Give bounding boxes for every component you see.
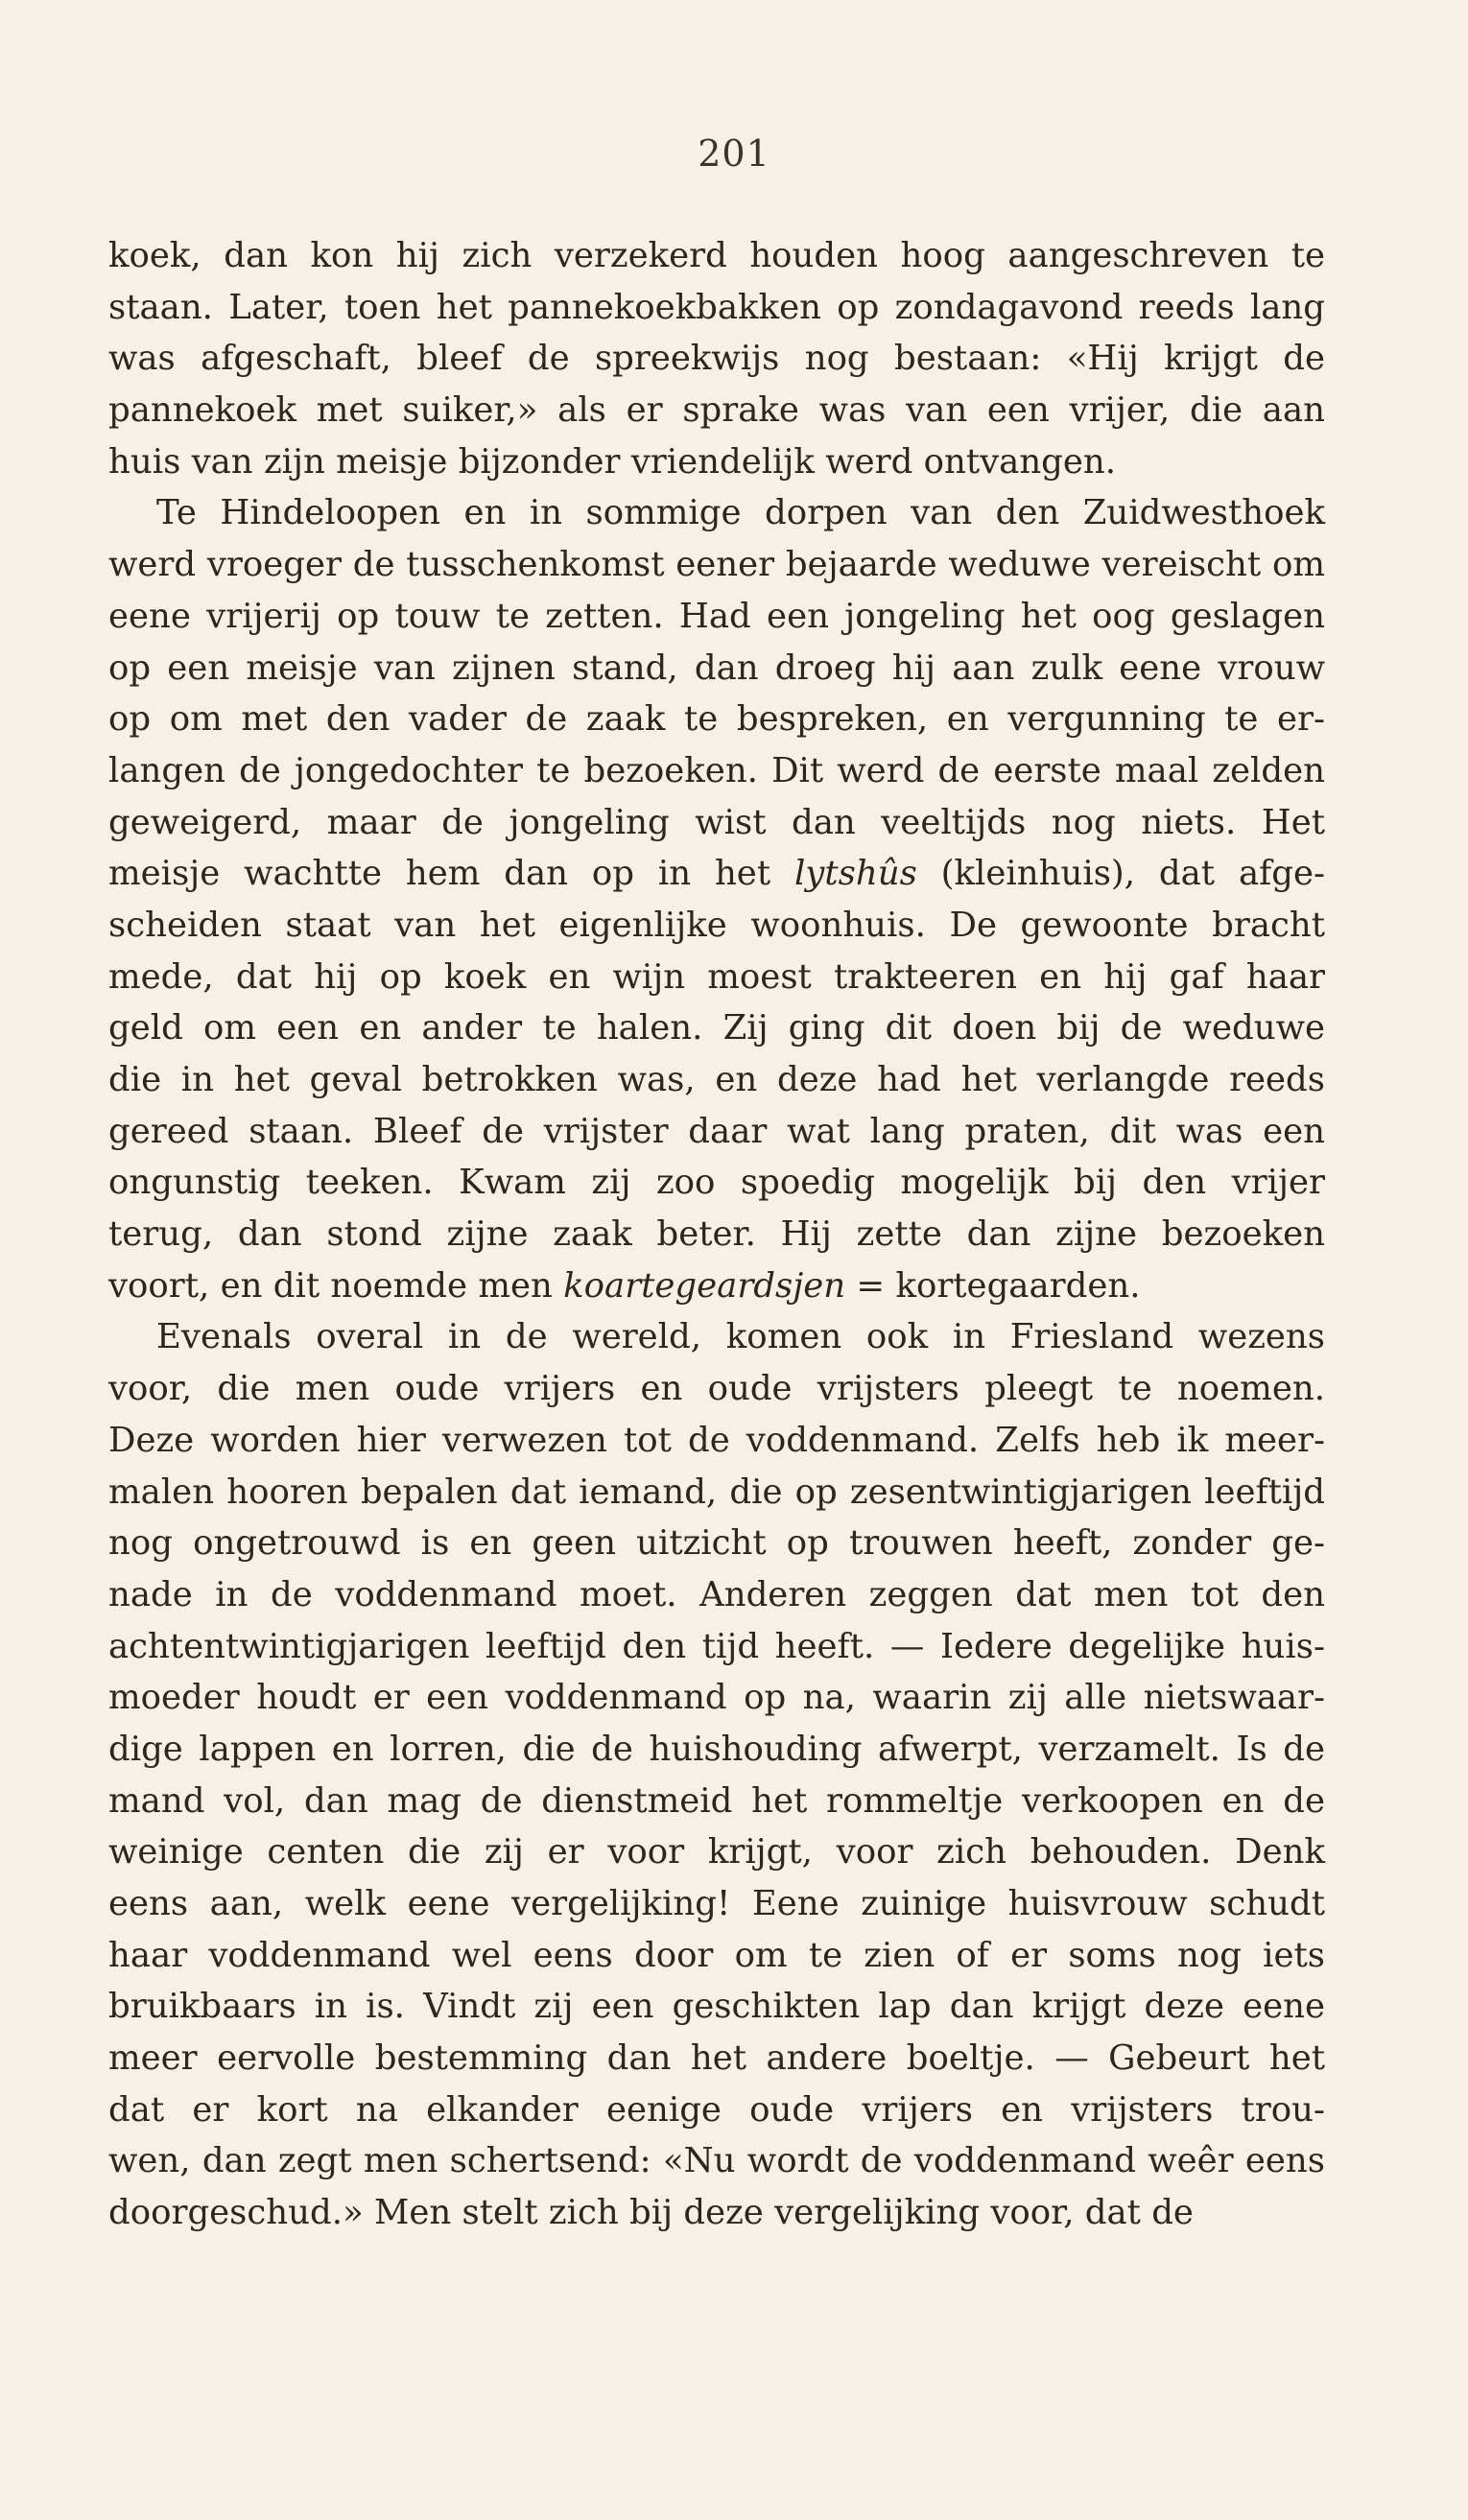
text-line — [108, 848, 1325, 900]
italic-term: koartegeardsjen — [563, 1265, 846, 1306]
text-segment: achtentwintigjarigen leeftijd den tijd heeft. — Iedere degelijke huis- — [108, 1626, 1325, 1666]
italic-term: lytshûs — [793, 854, 917, 894]
text-line — [108, 694, 1325, 745]
text-segment: die in het geval betrokken was, en deze had het verlangde reeds — [108, 1060, 1325, 1099]
text-line — [108, 1260, 1325, 1312]
text-segment: weinige centen die zij er voor krijgt, voor zich behouden. Denk — [108, 1832, 1325, 1872]
text-segment: (kleinhuis), dat afge- — [916, 854, 1325, 894]
text-line — [108, 1518, 1325, 1569]
text-segment: dige lappen en lorren, die de huishouding afwerpt, verzamelt. Is de — [108, 1729, 1325, 1769]
text-segment: moeder houdt er een voddenmand op na, waarin zij alle nietswaar- — [108, 1678, 1325, 1718]
text-segment: pannekoek met suiker,» als er sprake was van een vrijer, die aan — [108, 390, 1325, 431]
text-line — [108, 487, 1325, 539]
text-segment: staan. Later, toen het pannekoekbakken op zondagavond reeds lang — [108, 287, 1325, 327]
text-segment: wen, dan zegt men schertsend: «Nu wordt de voddenmand weêr eens — [108, 2141, 1325, 2181]
text-segment: langen de jongedochter te bezoeken. Dit werd de eerste maal zelden — [108, 750, 1325, 790]
text-segment: Evenals overal in de wereld, komen ook in Friesland wezens — [156, 1317, 1325, 1357]
text-line — [108, 385, 1325, 436]
text-line — [108, 591, 1325, 643]
text-line — [108, 2135, 1325, 2187]
text-segment: ongunstig teeken. Kwam zij zoo spoedig mogelijk bij den vrijer — [108, 1163, 1325, 1203]
text-line — [108, 952, 1325, 1003]
text-line — [108, 1363, 1325, 1415]
text-segment: eens aan, welk eene vergelijking! Eene zuinige huisvrouw schudt — [108, 1884, 1325, 1923]
text-line — [108, 1621, 1325, 1673]
text-segment: nog ongetrouwd is en geen uitzicht op trouwen heeft, zonder ge- — [108, 1523, 1325, 1564]
text-segment: eene vrijerij op touw te zetten. Had een jongeling het oog geslagen — [108, 596, 1325, 636]
text-segment: werd vroeger de tusschenkomst eener bejaarde weduwe vereischt om — [108, 545, 1325, 585]
text-line — [108, 1054, 1325, 1106]
text-line — [108, 539, 1325, 591]
text-line — [108, 1157, 1325, 1209]
text-segment: nade in de voddenmand moet. Anderen zeggen dat men tot den — [108, 1574, 1325, 1614]
text-line — [108, 1002, 1325, 1054]
text-segment: op een meisje van zijnen stand, dan droeg hij aan zulk eene vrouw — [108, 648, 1325, 688]
page-number: 201 — [698, 132, 770, 175]
text-line — [108, 2033, 1325, 2084]
text-segment: Te Hindeloopen en in sommige dorpen van den Zuidwesthoek — [156, 493, 1325, 533]
text-segment: was afgeschaft, bleef de spreekwijs nog bestaan: «Hij krijgt de — [108, 339, 1325, 379]
text-line — [108, 1776, 1325, 1827]
text-line — [108, 1311, 1325, 1363]
text-line — [108, 1981, 1325, 2033]
text-segment: huis van zijn meisje bijzonder vriendelijk werd ontvangen. — [108, 441, 1117, 482]
text-segment: = kortegaarden. — [845, 1265, 1141, 1306]
text-segment: bruikbaars in is. Vindt zij een geschikten lap dan krijgt deze eene — [108, 1987, 1325, 2027]
text-line — [108, 2187, 1325, 2239]
text-segment: Deze worden hier verwezen tot de voddenmand. Zelfs heb ik meer- — [108, 1420, 1325, 1460]
text-line — [108, 1930, 1325, 1982]
text-segment: koek, dan kon hij zich verzekerd houden hoog aangeschreven te — [108, 236, 1325, 275]
text-line — [108, 436, 1325, 488]
text-segment: meer eervolle bestemming dan het andere boeltje. — Gebeurt het — [108, 2038, 1325, 2079]
text-line — [108, 1724, 1325, 1776]
text-line — [108, 230, 1325, 282]
text-segment: scheiden staat van het eigenlijke woonhuis. De gewoonte bracht — [108, 905, 1325, 945]
text-segment: terug, dan stond zijne zaak beter. Hij zette dan zijne bezoeken — [108, 1214, 1325, 1255]
text-segment: geld om een en ander te halen. Zij ging dit doen bij de weduwe — [108, 1008, 1325, 1048]
text-segment: malen hooren bepalen dat iemand, die op zesentwintigjarigen leeftijd — [108, 1472, 1325, 1512]
text-line — [108, 1106, 1325, 1158]
text-line — [108, 1467, 1325, 1519]
text-line — [108, 1878, 1325, 1930]
text-line — [108, 797, 1325, 849]
text-line — [108, 1826, 1325, 1878]
text-line — [108, 2084, 1325, 2136]
text-line — [108, 1209, 1325, 1260]
text-line — [108, 643, 1325, 695]
text-segment: voort, en dit noemde men — [108, 1265, 564, 1306]
text-line — [108, 1415, 1325, 1467]
text-segment: mand vol, dan mag de dienstmeid het rommeltje verkoopen en de — [108, 1780, 1325, 1821]
text-segment: mede, dat hij op koek en wijn moest trakteeren en hij gaf haar — [108, 956, 1325, 997]
text-segment: geweigerd, maar de jongeling wist dan veeltijds nog niets. Het — [108, 802, 1325, 842]
text-line — [108, 1672, 1325, 1724]
body-text — [108, 230, 1325, 2239]
text-segment: meisje wachtte hem dan op in het — [108, 854, 794, 894]
text-segment: haar voddenmand wel eens door om te zien of er soms nog iets — [108, 1935, 1325, 1975]
text-segment: gereed staan. Bleef de vrijster daar wat lang praten, dit was een — [108, 1111, 1325, 1151]
text-line — [108, 900, 1325, 952]
text-line — [108, 745, 1325, 797]
text-segment: dat er kort na elkander eenige oude vrijers en vrijsters trou- — [108, 2089, 1325, 2130]
text-segment: op om met den vader de zaak te bespreken, en vergunning te er- — [108, 699, 1325, 740]
text-segment: voor, die men oude vrijers en oude vrijsters pleegt te noemen. — [108, 1369, 1325, 1409]
text-line — [108, 333, 1325, 385]
text-segment: doorgeschud.» Men stelt zich bij deze vergelijking voor, dat de — [108, 2193, 1194, 2233]
text-line — [108, 1569, 1325, 1621]
text-line — [108, 282, 1325, 334]
